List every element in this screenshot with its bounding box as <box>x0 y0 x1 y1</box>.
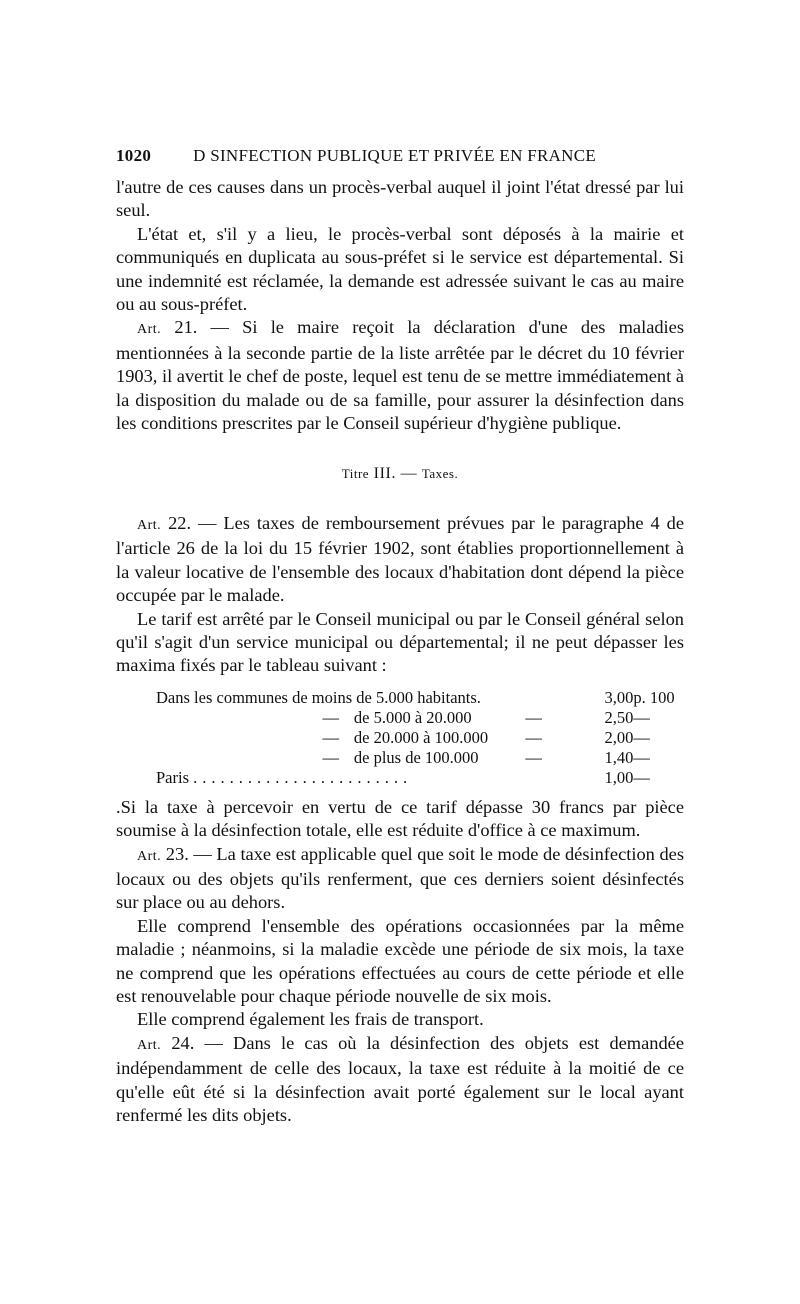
tariff-table <box>156 688 684 788</box>
article-text: 23. — La taxe est applicable quel que soit le mode de désinfection des locaux ou des objets qu'ils renferment, que ces derniers soient désinfectés sur place ou au dehors. <box>116 843 684 913</box>
row-label: Paris <box>156 767 189 787</box>
row-unit: — <box>633 707 650 727</box>
article-22 <box>116 512 684 608</box>
section-title <box>116 462 684 485</box>
paragraph-transport: Elle comprend également les frais de transport. <box>137 1009 484 1030</box>
row-value: 3,00 <box>604 687 634 707</box>
ditto-mark: — <box>525 727 542 747</box>
table-row <box>156 688 684 708</box>
page-body <box>116 176 684 1127</box>
paragraph-taxe-30: .Si la taxe à percevoir en vertu de ce tarif dépasse 30 francs par pièce soumise à la désinfection totale, elle est réduite d'office à ce maximum. <box>116 796 684 841</box>
row-value: 1,40 <box>604 747 634 767</box>
article-text: 22. — Les taxes de remboursement prévues par le paragraphe 4 de l'article 26 de la loi du 15 février 1902, sont établies proportionnellement à la valeur locative de l'ensemble des locaux d'habitation dont dépend la pièce occupée par le malade. <box>116 512 684 606</box>
article-text: 24. — Dans le cas où la désinfection des objets est demandée indépendamment de celle des locaux, la taxe est réduite à la moitié de ce qu'elle eût été si la désinfection avait porté également sur le local ayant renfermé les dits objets. <box>116 1032 684 1125</box>
paragraph-elle-comprend: Elle comprend l'ensemble des opérations occasionnées par la même maladie ; néanmoins, si la maladie excède une période de six mois, la taxe ne comprend que les opérations effectuées au cours de cette période et elle est renouvelable pour chaque période nouvelle de six mois. <box>116 915 684 1006</box>
ditto-mark: — <box>322 727 339 747</box>
row-value: 2,00 <box>604 727 634 747</box>
section-title-number: III. — <box>369 465 422 483</box>
row-unit: — <box>633 767 650 787</box>
row-unit: — <box>633 747 650 767</box>
article-label: Art. <box>137 517 162 533</box>
row-unit: — <box>633 727 650 747</box>
paragraph-tarif: Le tarif est arrêté par le Conseil municipal ou par le Conseil général selon qu'il s'agit d'un service municipal ou départemental; il ne peut dépasser les maxima fixés par le tableau suivant : <box>116 608 684 676</box>
table-row <box>156 768 684 788</box>
ditto-mark: — <box>322 747 339 767</box>
paragraph-continued: l'autre de ces causes dans un procès-verbal auquel il joint l'état dressé par lui seul. <box>116 177 684 221</box>
article-24 <box>116 1032 684 1128</box>
paragraph-etat: L'état et, s'il y a lieu, le procès-verbal sont déposés à la mairie et communiqués en duplicata au sous-préfet si le service est départemental. Si une indemnité est réclamée, la demande est adressée suivant le cas au maire ou au sous-préfet. <box>116 223 684 315</box>
ditto-mark: — <box>525 747 542 767</box>
row-range: de plus de 100.000 <box>353 747 479 767</box>
table-row <box>156 728 684 748</box>
dot-leaders: ........................ <box>193 767 413 787</box>
article-text: 21. — Si le maire reçoit la déclaration d'une des maladies mentionnées à la seconde partie de la liste arrêtée par le décret du 10 février 1903, il avertit le chef de poste, lequel est tenu de se mettre immédiatement à la disposition du malade ou de sa famille, pour assurer la désinfection dans les conditions prescrites par le Conseil supérieur d'hygiène publique. <box>116 317 684 434</box>
table-row <box>156 748 684 768</box>
row-range: de 5.000 à 20.000 <box>353 707 472 727</box>
section-title-word: Titre <box>341 466 370 482</box>
row-unit: p. 100 <box>633 687 675 707</box>
article-label: Art. <box>137 1037 162 1053</box>
row-label: Dans les communes de moins de 5.000 habitants. <box>156 687 481 707</box>
section-title-subject: Taxes. <box>421 466 459 482</box>
running-header <box>116 146 624 166</box>
article-23 <box>116 843 684 915</box>
ditto-mark: — <box>322 707 339 727</box>
row-value: 1,00 <box>604 767 634 787</box>
article-label: Art. <box>137 322 162 338</box>
page-number: 1020 <box>116 146 152 165</box>
ditto-mark: — <box>525 707 542 727</box>
running-title: D SINFECTION PUBLIQUE ET PRIVÉE EN FRANCE <box>193 146 597 165</box>
row-value: 2,50 <box>604 707 634 727</box>
article-21 <box>116 316 684 435</box>
row-range: de 20.000 à 100.000 <box>353 727 489 747</box>
table-row <box>156 708 684 728</box>
article-label: Art. <box>137 848 162 864</box>
